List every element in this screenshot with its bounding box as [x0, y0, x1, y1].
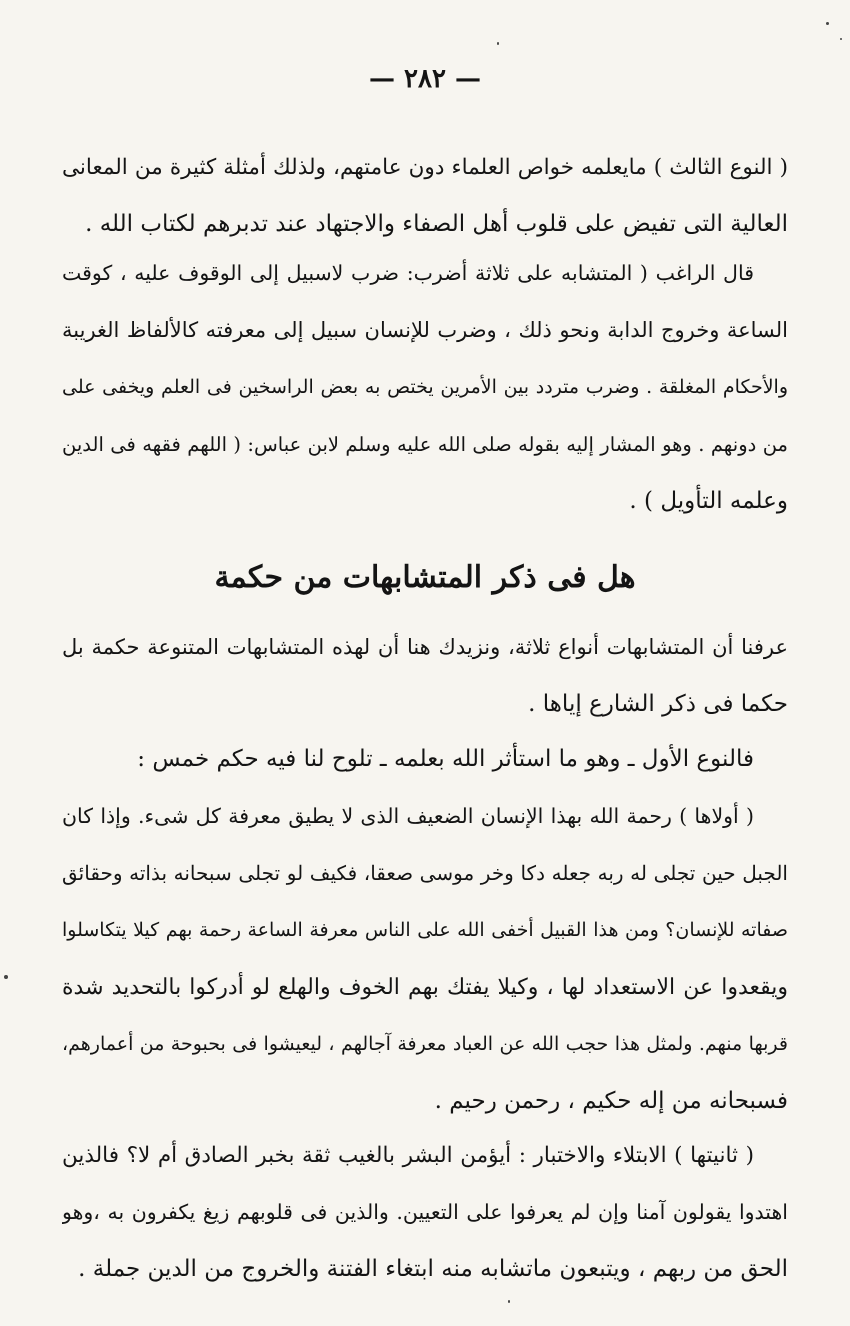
scan-speck	[508, 1300, 510, 1303]
text-line: وعلمه التأويل ) .	[629, 488, 788, 514]
scan-speck	[497, 42, 499, 45]
text-line: اهتدوا يقولون آمنا وإن لم يعرفوا على التعيين. والذين فى قلوبهم زيغ يكفرون به ،وهو	[62, 1200, 788, 1224]
text-line: حكما فى ذكر الشارع إياها .	[528, 691, 788, 717]
paragraph-first-wisdom	[62, 788, 788, 1130]
paragraph-three-types	[62, 619, 788, 733]
paragraph-first-type	[62, 731, 788, 788]
paragraph-second-wisdom	[62, 1127, 788, 1298]
text-line: قربها منهم. ولمثل هذا حجب الله عن العباد معرفة آجالهم ، ليعيشوا فى بحبوحة من أعمارهم،	[62, 1033, 788, 1055]
text-line: الجبل حين تجلى له ربه جعله دكا وخر موسى صعقا، فكيف لو تجلى سبحانه بذاته وحقائق	[62, 861, 788, 885]
text-line: عرفنا أن المتشابهات أنواع ثلاثة، ونزيدك هنا أن لهذه المتشابهات المتنوعة حكمة بل	[62, 635, 788, 659]
text-line: ( أولاها ) رحمة الله بهذا الإنسان الضعيف الذى لا يطيق معرفة كل شىء. وإذا كان	[62, 804, 754, 828]
text-line: العالية التى تفيض على قلوب أهل الصفاء والاجتهاد عند تدبرهم لكتاب الله .	[85, 211, 788, 237]
paragraph-third-type	[62, 139, 788, 253]
page-number: — ٢٨٢ —	[368, 64, 482, 94]
text-line: صفاته للإنسان؟ ومن هذا القبيل أخفى الله على الناس معرفة الساعة رحمة بهم كيلا يتكاسلوا	[62, 919, 788, 941]
text-line: والأحكام المغلقة . وضرب متردد بين الأمرين يختص به بعض الراسخين فى العلم ويخفى على	[62, 376, 788, 398]
text-line: من دونهم . وهو المشار إليه بقوله صلى الله عليه وسلم لابن عباس: ( اللهم فقهه فى الدين	[62, 433, 788, 456]
text-line: فسبحانه من إله حكيم ، رحمن رحيم .	[434, 1088, 788, 1114]
text-line: قال الراغب ( المتشابه على ثلاثة أضرب: ضرب لاسبيل إلى الوقوف عليه ، كوقت	[62, 261, 754, 285]
text-line: الساعة وخروج الدابة ونحو ذلك ، وضرب للإنسان سبيل إلى معرفته كالألفاظ الغريبة	[62, 318, 788, 342]
scan-speck	[840, 38, 842, 40]
text-line: ويقعدوا عن الاستعداد لها ، وكيلا يفتك بهم الخوف والهلع لو أدركوا بالتحديد شدة	[62, 975, 788, 1000]
scan-speck	[826, 22, 829, 25]
section-heading: هل فى ذكر المتشابهات من حكمة	[214, 560, 636, 595]
text-line: ( ثانيتها ) الابتلاء والاختبار : أيؤمن البشر بالغيب ثقة بخبر الصادق أم لا؟ فالذين	[62, 1143, 754, 1168]
text-line: ( النوع الثالث ) مايعلمه خواص العلماء دون عامتهم، ولذلك أمثلة كثيرة من المعانى	[62, 155, 788, 180]
text-line: الحق من ربهم ، ويتبعون ماتشابه منه ابتغاء الفتنة والخروج من الدين جملة .	[78, 1256, 788, 1282]
paragraph-raghib-quote	[62, 245, 788, 530]
text-line: فالنوع الأول ـ وهو ما استأثر الله بعلمه ـ تلوح لنا فيه حكم خمس :	[137, 746, 754, 772]
scan-speck	[4, 975, 8, 979]
